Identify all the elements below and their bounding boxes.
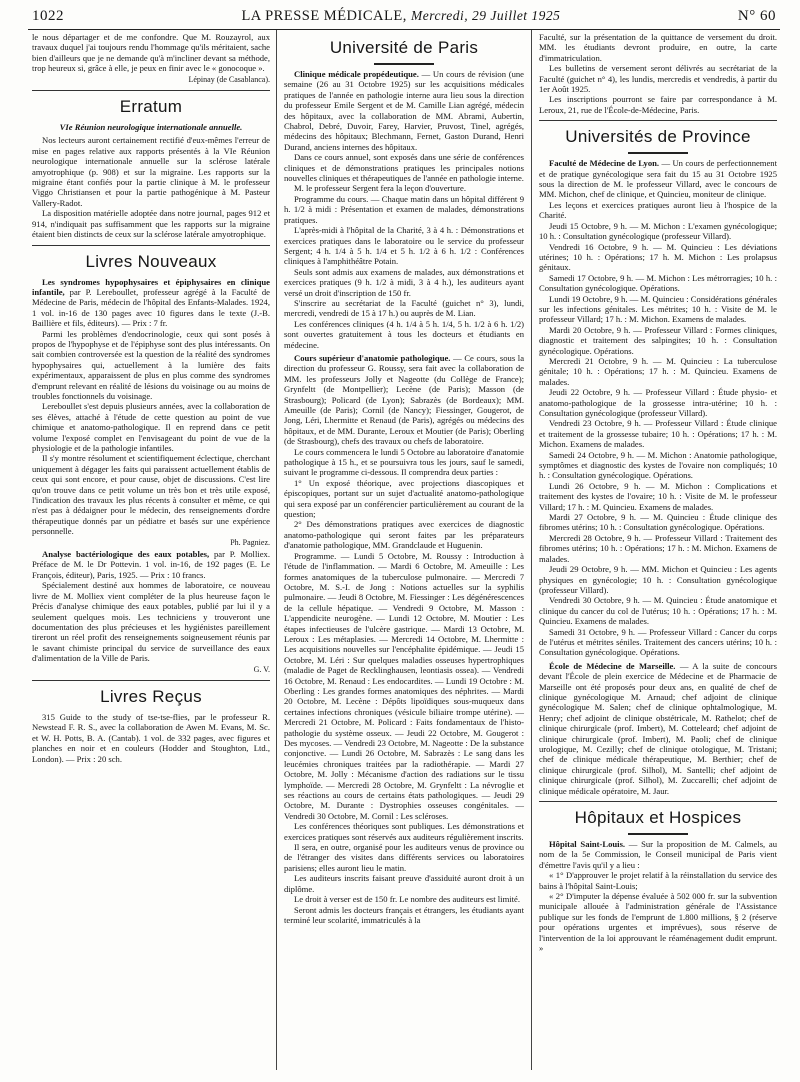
book-title: Analyse bactériologique des eaux potables, <box>42 549 210 560</box>
divider <box>539 120 777 121</box>
notice-paragraph: Les conférences cliniques (4 h. 1/4 à 5 h. 1/4, 5 h. 1/2 à 6 h. 1/2) sont ouvertes gratuitement à tous les docteurs et étudiants en médecine. <box>284 318 524 350</box>
notice-heading: Hôpital Saint-Louis. <box>549 839 626 850</box>
section-title-hopitaux-hospices: Hôpitaux et Hospices <box>574 808 742 828</box>
notice-paragraph: Les bulletins de versement seront délivrés au secrétariat de la Faculté (guichet n° 4), les lundis, mercredis et vendredis, à partir du 1er Août 1925. <box>539 63 777 95</box>
lead-signature: Lépinay (de Casablanca). <box>188 74 270 84</box>
erratum-paragraph: Nos lecteurs auront certainement rectifié d'eux-mêmes l'erreur de mise en pages relative aux rapports présentés à la VIe Réunion neurologique internationale annuelle sur la sclérose latérale amyotrophique (p. 908) et sur la migraine. Les rapports sur la migraine étant confiés pour la partie clinique à M. le professeur Viggo Christiansen et pour la partie pathogénique à M. Pasteur Vallery-Radot. <box>32 135 270 208</box>
schedule-item: Jeudi 22 Octobre, 9 h. — Professeur Villard : Étude physio- et anatomo-pathologique de la grossesse intra-utérine; 10 h. : Consultation gynécologique (professeur Villard). <box>539 387 777 418</box>
notice-paragraph: 2° Des démonstrations pratiques avec exercices de diagnostic anatomo-pathologique qui seront faites par les préparateurs d'anatomie pathologique, MM. Grandclaude et Huguenin. <box>284 519 524 551</box>
notice-paragraph <box>284 353 524 447</box>
book-meta: par P. Molliex. Préface de M. le Dr Pottevin. 1 vol. in-16, de 192 pages (E. Le François, éditeur), Paris, 1925. — Prix : 10 francs. <box>32 549 270 580</box>
book-entry <box>32 549 270 580</box>
page-header <box>28 6 780 30</box>
schedule-item: Samedi 17 Octobre, 9 h. — M. Michon : Les métrorragies; 10 h. : Consultation gynécologique. Opérations. <box>539 272 777 294</box>
notice-paragraph: Dans ce cours annuel, sont exposés dans une série de conférences cliniques et de démonstrations pratiques les principales notions nouvelles cliniques et thérapeutiques de l'année en pathologie interne. <box>284 152 524 184</box>
notice-heading: Clinique médicale propédeutique. <box>294 69 419 79</box>
notice-paragraph: « 1° D'approuver le projet relatif à la réinstallation du service des bains à l'hôpital Saint-Louis; <box>539 870 777 891</box>
notice-paragraph: 1° Un exposé théorique, avec projections diascopiques et épiscopiques, portant sur un sujet d'actualité anatomo-pathologique qui sera exposé par un conférencier particulièrement au courant de la question; <box>284 477 524 520</box>
notice-paragraph: M. le professeur Sergent fera la leçon d'ouverture. <box>294 183 467 194</box>
divider <box>32 245 270 246</box>
column-left <box>28 30 276 1070</box>
schedule-item: Samedi 31 Octobre, 9 h. — Professeur Villard : Cancer du corps de l'utérus et métrites séniles. Traitement des cancers utérins; 10 h. : Consultation gynécologique. Opérations. <box>539 626 777 658</box>
notice-paragraph: Les conférences théoriques sont publiques. Les démonstrations et exercices pratiques sont réservés aux auditeurs régulièrement inscrits. <box>284 821 524 842</box>
schedule-item: Mardi 20 Octobre, 9 h. — Professeur Villard : Formes cliniques, diagnostic et traitement des salpingites; 10 h. : Consultation gynécologique. Opérations. <box>539 324 777 356</box>
column-right <box>532 30 779 1070</box>
book-entry <box>32 277 270 329</box>
section-title-universites-province: Universités de Province <box>565 127 751 147</box>
notice-paragraph: Les auditeurs inscrits faisant preuve d'assiduité auront droit à un diplôme. <box>284 873 524 894</box>
notice-paragraph: L'après-midi à l'hôpital de la Charité, 3 à 4 h. : Démonstrations et exercices pratiques dans le laboratoire ou le service du professeur Sergent; 4 h. 1/4 à 5 h. 1/4 et 5 h. 1/2 à 6 h. 1/2 : Conférences cliniques à l'amphithéâtre Potain. <box>284 225 524 267</box>
section-title-livres-nouveaux: Livres Nouveaux <box>85 251 217 271</box>
issue-number: N° 60 <box>737 8 776 24</box>
review-paragraph: Il s'y montre résolument et scientifiquement éclectique, cherchant uniquement à dégager les faits qui paraissent actuellement établis de ceux qui sont encore, et pour cause, objet de discussions. C'est lire qu'on trouve dans ce petit volume un très bon et très utile exposé, l'indication des travaux les plus récents à consulter et même, ce qui n'est pas à dédaigner pour le médecin, des renseignements d'ordre thérapeutique donnés par un pédiatre et basés sur une expérience personnelle. <box>32 453 270 537</box>
notice-paragraph: Le cours commencera le lundi 5 Octobre au laboratoire d'anatomie pathologique à 15 h., et se poursuivra tous les jours, sauf le samedi, suivant le programme ci-dessous. Il comprendra deux parties : <box>284 446 524 478</box>
notice-text: — Un cours de révision (une semaine (26 au 31 Octobre 1925) sur les acquisitions médicales pratiques de l'année en pathologie interne aura lieu sous la direction du professeur Emile Sergent et de M. Camille Lian agrégé, médecin des hôpitaux, avec la collaboration de MM. Abrami, Aubertin, Chabrol, Debré, Duvoir, Farey, Harvier, Pruvost, Tinel, agrégés, médecins des hôpitaux; Blechmann, Fernet, Gaston Durand, Henri Durand, anciens internes des hôpitaux. <box>284 69 524 152</box>
schedule-item: Samedi 24 Octobre, 9 h. — M. Michon : Anatomie pathologique, symptômes et diagnostic des kystes de l'ovaire non compliqués; 10 h. : Consultation gynécologique. Opérations. <box>539 449 777 481</box>
notice-paragraph: Les leçons et exercices pratiques auront lieu à l'hospice de la Charité. <box>539 199 777 221</box>
short-rule <box>374 63 434 65</box>
notice-heading: Cours supérieur d'anatomie pathologique. <box>294 352 451 363</box>
divider <box>32 90 270 91</box>
columns <box>28 30 780 1070</box>
page-number: 1022 <box>32 8 64 24</box>
journal-title: LA PRESSE MÉDICALE, <box>241 8 407 24</box>
schedule-item: Mercredi 21 Octobre, 9 h. — M. Quincieu : La tuberculose génitale; 10 h. : Opérations; 17 h. : M. Quincieu. Examens de malades. <box>539 355 777 387</box>
schedule-item: Vendredi 30 Octobre, 9 h. — M. Quincieu : Étude anatomique et clinique du cancer du col de l'utérus; 10 h. : Opérations; 17 h. : M. Quincieu. Examens de malades. <box>539 595 777 627</box>
schedule-item: Lundi 26 Octobre, 9 h. — M. Michon : Complications et traitement des kystes de l'ovaire; 10 h. : Visite de M. le professeur Villard; 17 h. : M. Quincieu. Examens de malades. <box>539 480 777 512</box>
book-meta: par P. Lereboullet, professeur agrégé à la Faculté de Médecine de Paris, médecin de l'hôpital des Enfants-Malades. 1924, 1 vol. in-16 de 130 pages avec 10 figures dans le texte (J.-B. Baillière et fils, éditeurs). — Prix : 7 fr. <box>32 286 270 329</box>
schedule-item: Jeudi 29 Octobre, 9 h. — MM. Michon et Quincieu : Les agents physiques en gynécologie; 10 h. : Consultation gynécologique (professeur Villard). <box>539 564 777 595</box>
erratum-paragraph: La disposition matérielle adoptée dans notre journal, pages 912 et 914, n'indiquait pas suffisamment que les rapports sur la migraine étaient bien distincts de ceux sur la sclérose latérale amyotrophique. <box>32 208 270 240</box>
erratum-subtitle: VIe Réunion neurologique internationale annuelle. <box>59 122 243 133</box>
schedule-item: Mercredi 28 Octobre, 9 h. — Professeur Villard : Traitement des fibromes utérins; 10 h. : Opérations; 17 h. : M. Michon. Examens de malades. <box>539 532 777 564</box>
notice-paragraph <box>539 661 777 796</box>
notice-paragraph <box>539 839 777 870</box>
review-paragraph: Lereboullet s'est depuis plusieurs années, avec la collaboration de ses élèves, attaché à l'étude de cette question au point de vue chimique et anatomo-pathologique. Il en reprend dans ce petit volume l'exposé complet en l'envisageant du point de vue de la physiologie et de la pathologie infantiles. <box>32 401 270 453</box>
notice-text: — Ce cours, sous la direction du professeur G. Roussy, sera fait avec la collaboration de MM. les professeurs Jolly et Nageotte (du Collège de France); Grynfeltt (de Montpellier); Lecène (de Paris); Masson (de Strasbourg); Policard (de Lyon); Sabrazès (de Bordeaux); MM. Ameuille (de Paris); Cornil (de Nancy); Fiessinger, Gougerot, de Jong, Léri, Lhermitte et Renaud (de Paris), agrégés ou médecins des hôpitaux, et de MM. Durante, Leroux et Moutier (de Paris); Oberling (de Strasbourg), chefs des travaux ou chefs de laboratoire. <box>284 352 525 447</box>
schedule-item: Jeudi 15 Octobre, 9 h. — M. Michon : L'examen gynécologique; 10 h. : Consultation gynécologique (professeur Villard). <box>539 220 777 242</box>
notice-text: — A la suite de concours devant l'École de plein exercice de Médecine et de Pharmacie de Marseille ont été proposés pour deux ans, en qualité de chef de clinique gynécologique M. Arnaud; chef adjoint de clinique gynécologique M. Salen; chef de clinique ophtalmologique, M. Henry; chef adjoint de clinique obstétricale, M. Rathelot; chef de clinique chirurgicale (prof. Imbert), M. Cotteleard; chef adjoint de clinique chirurgicale (prof. Imbert), M. Paoli; chef de clinique urologique, M. Cezilly; chef de clinique otologique, M. Tristani; chef de clinique médicale thérapeutique, M. Berthier; chef de clinique chirurgicale (prof. Silhol), M. Santelli; chef adjoint de clinique chirurgicale (prof. Silhol), M. Zuccarelli; chef adjoint de clinique médicale opératoire, M. Jaur. <box>539 660 777 796</box>
schedule-item: Lundi 19 Octobre, 9 h. — M. Quincieu : Considérations générales sur les infections génitales. Les métrites; 10 h. : Visite de M. le professeur Villard; 17 h. : M. Michon. Examens de malades. <box>539 293 777 325</box>
notice-paragraph: « 2° D'imputer la dépense évaluée à 502 000 fr. sur la subvention municipale allouée à l'administration générale de l'Assistance publique sur les fonds de l'emprunt de 1.800 millions, § 2 (réserve pour opérations urgentes et imprévues), sous réserve de l'intervention de la loi approuvant le réaménagement dudit emprunt. » <box>539 891 777 954</box>
notice-heading: École de Médecine de Marseille. <box>549 660 676 671</box>
received-book-entry: 315 Guide to the study of tse-tse-flies, par le professeur R. Newstead F. R. S., avec la collaboration de Awen M. Evans, M. Sc. et W. H. Potts, B. A. (Cantab). 1 vol. de 332 pages, avec figures et planches en noir et en couleurs (Hodder and Stoughton, Ltd., London). — Prix : 20 sch. <box>32 711 270 764</box>
review-paragraph: Parmi les problèmes d'endocrinologie, ceux qui sont posés à propos de l'hypophyse et de l'épiphyse sont des plus intéressants. On sait combien controversée est la question de la réalité des syndromes hypophysaires qui, actuellement à la lumière des faits expérimentaux, apparaissent de plus en plus comme des syndromes d'emprunt relevant en réalité de lésions du voisinage ou au moins de troubles fonctionnels du voisinage. <box>32 328 270 401</box>
notice-paragraph: Le droit à verser est de 150 fr. Le nombre des auditeurs est limité. <box>294 894 520 905</box>
section-title-livres-recus: Livres Reçus <box>100 686 202 706</box>
notice-paragraph: Les inscriptions pourront se faire par correspondance à M. Leroux, 21, rue de l'École-de-Médecine, Paris. <box>539 94 777 115</box>
notice-text: — Sur la proposition de M. Calmels, au nom de la 5e Commission, le Conseil municipal de Paris vient d'émettre l'avis qu'il y a lieu : <box>539 839 778 870</box>
notice-paragraph: Seront admis les docteurs français et étrangers, les étudiants ayant terminé leur scolarité, immatriculés à la <box>284 904 524 925</box>
review-signature: G. V. <box>253 664 270 674</box>
schedule-item: Vendredi 23 Octobre, 9 h. — Professeur Villard : Étude clinique et traitement de la grossesse tubaire; 10 h. : Opérations; 17 h. : M. Michon. Examens de malades. <box>539 418 777 450</box>
book-title: Les syndromes hypophysaires et épiphysaires en clinique infantile, <box>32 276 270 297</box>
notice-heading: Faculté de Médecine de Lyon. <box>549 158 660 169</box>
review-signature: Ph. Pagniez. <box>230 537 270 547</box>
column-middle <box>276 30 532 1070</box>
section-title-universite-paris: Université de Paris <box>329 38 479 57</box>
lead-paragraph: le nous départager et de me confondre. Que M. Rouzayrol, aux travaux duquel j'ai toujours rendu l'hommage qu'ils méritaient, sache bien d'ailleurs que je ne demande qu'à m'incliner devant sa méthode, trop heureux si, grâce à elle, je peux en finir avec le « gonocoque ». <box>32 32 270 74</box>
short-rule <box>628 833 688 835</box>
divider <box>539 801 777 802</box>
notice-paragraph: Il sera, en outre, organisé pour les auditeurs venus de province ou de l'étranger des visites dans différents services ou laboratoires parisiens; elles auront lieu le matin. <box>284 842 524 873</box>
issue-date: Mercredi, 29 Juillet 1925 <box>410 8 561 23</box>
notice-paragraph <box>284 69 524 152</box>
schedule-item: Mardi 27 Octobre, 9 h. — M. Quincieu : Étude clinique des fibromes utérins; 10 h. : Consultation gynécologique. Opérations. <box>539 512 777 533</box>
section-title-erratum: Erratum <box>119 97 183 117</box>
masthead <box>241 8 560 25</box>
short-rule <box>628 152 688 154</box>
programme-paragraph: Programme. — Lundi 5 Octobre, M. Roussy : Introduction à l'étude de l'inflammation. — Mardi 6 Octobre, M. Ameuille : Les formes anatomiques de la tuberculose pulmonaire. — Mercredi 7 Octobre, M. S.-I. de Jong : Notions actuelles sur la syphilis pulmonaire. — Jeudi 8 Octobre, M. Fiessinger : Les dégénérescences de la cellule hépatique. — Vendredi 9 Octobre, M. Masson : L'appendicite neurogène. — Lundi 12 Octobre, M. Moutier : Les étapes infectieuses de l'ulcère gastrique. — Mardi 13 Octobre, M. Leroux : Les métaplasies. — Mercredi 14 Octobre, M. Lhermitte : Les acquisitions nouvelles sur l'encéphalite épidémique. — Jeudi 15 Octobre, M. Léri : Sur quelques maladies osseuses hypertrophiques (maladie de Paget de Recklinghausen, leontiasis ossea). — Vendredi 16 Octobre, M. Renaud : Les endocardites. — Lundi 19 Octobre : M. Oberling : Les grandes formes anatomiques des néphrites. — Mardi 20 Octobre, M. Lecène : Dépôts lipoïdiques sous-muqueux dans certaines infections chroniques (vésicule biliaire trompe utérine). — Mercredi 21 Octobre, M. Policard : Faits fondamentaux de l'histo-pathologie du système osseux. — Jeudi 22 Octobre, M. Gougerot : Des mycoses. — Vendredi 23 Octobre, M. Nageotte : De la substance conjonctive. — Lundi 26 Octobre, M. Sabrazès : Le sang dans les leucémies chroniques traitées par la radiothérapie. — Mardi 27 Octobre, M. Jolly : Mécanisme d'action des radiations sur le tissu lymphoïde. — Mercredi 28 Octobre, M. Grynfeltt : La névroglie et ses réactions au cours de certains états pathologiques. — Jeudi 29 Octobre, M. Durante : Dystrophies osseuses congénitales. — Vendredi 30 Octobre, M. Cornil : Les scléroses. <box>284 550 524 821</box>
notice-paragraph: S'inscrire au secrétariat de la Faculté (guichet n° 3), lundi, mercredi, vendredi de 15 à 17 h.) ou auprès de M. Lian. <box>284 297 524 319</box>
schedule-item: Vendredi 16 Octobre, 9 h. — M. Quincieu : Les déviations utérines; 10 h. : Opérations; 17 h. M. Michon : Les prolapsus génitaux. <box>539 241 777 273</box>
notice-paragraph: Programme du cours. — Chaque matin dans un hôpital différent 9 h. 1/2 à midi : Présentation et examen de malades, démonstrations pratiques. <box>284 193 524 225</box>
notice-paragraph: Faculté, sur la présentation de la quittance de versement du droit. MM. les étudiants devront produire, en outre, la carte d'immatriculation. <box>539 32 777 63</box>
notice-text: — Un cours de perfectionnement et de pratique gynécologique sera fait du 15 au 31 Octobre 1925 sous la direction de M. le professeur Villard, avec le concours de MM. Michon, chef de clinique, et Quincieu, moniteur de clinique. <box>539 158 777 200</box>
review-paragraph: Spécialement destiné aux hommes de laboratoire, ce nouveau livre de M. Molliex vient compléter de la plus heureuse façon le Précis d'analyse chimique des eaux potables, publié par lui il y a seulement quelques mois. Les techniciens y trouveront une documentation des plus précieuses et les hygiénistes pareillement tireront un réel profit des renseignements soigneusement réunis par le savant chimiste principal du service de surveillance des eaux d'alimentation de la Ville de Paris. <box>32 580 270 664</box>
notice-paragraph: Seuls sont admis aux examens de malades, aux démonstrations et exercices pratiques (9 h. 1/2 à midi, 3 à 4 h.), les auditeurs ayant versé un droit d'inscription de 150 fr. <box>284 266 524 298</box>
notice-paragraph <box>539 158 777 200</box>
divider <box>32 680 270 681</box>
